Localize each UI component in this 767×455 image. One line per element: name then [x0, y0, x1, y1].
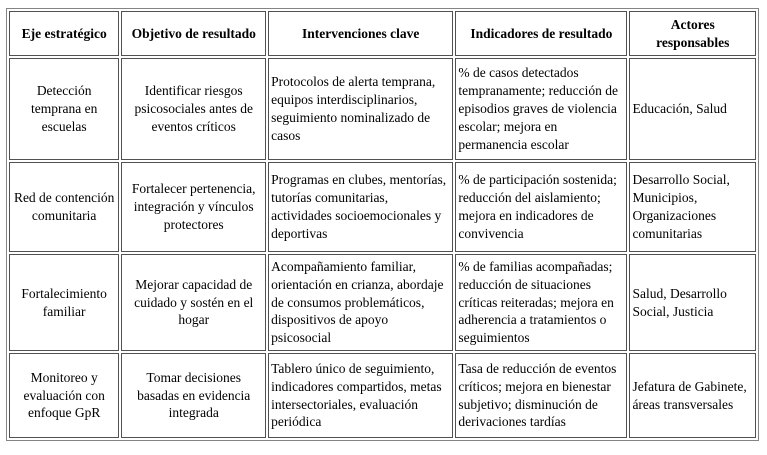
- header-row: [9, 11, 756, 56]
- table-cell: Acompañamiento familiar, orientación en crianza, abordaje de consumos problemáticos, dispositivos de apoyo psicosocial: [268, 254, 453, 351]
- table-cell: Mejorar capacidad de cuidado y sostén en el hogar: [121, 254, 266, 351]
- table-row: [9, 254, 756, 351]
- table-cell: Educación, Salud: [629, 58, 756, 160]
- table-cell: Tablero único de seguimiento, indicadores compartidos, metas intersectoriales, evaluación periódica: [268, 353, 453, 438]
- table-row: [9, 162, 756, 252]
- header-cell-eje-estrategico: Eje estratégico: [9, 11, 119, 56]
- table-row: [9, 353, 756, 438]
- table-cell: % de casos detectados tempranamente; reducción de episodios graves de violencia escolar; mejora en permanencia escolar: [455, 58, 627, 160]
- table-row: [9, 58, 756, 160]
- table-cell: Fortalecimiento familiar: [9, 254, 119, 351]
- table-cell: Jefatura de Gabinete, áreas transversales: [629, 353, 756, 438]
- table-cell: Salud, Desarrollo Social, Justicia: [629, 254, 756, 351]
- table-cell: Detección temprana en escuelas: [9, 58, 119, 160]
- table-cell: Programas en clubes, mentorías, tutorías comunitarias, actividades socioemocionales y deportivas: [268, 162, 453, 252]
- table-cell: Desarrollo Social, Municipios, Organizaciones comunitarias: [629, 162, 756, 252]
- header-cell-intervenciones-clave: Intervenciones clave: [268, 11, 453, 56]
- table-cell: Monitoreo y evaluación con enfoque GpR: [9, 353, 119, 438]
- table-cell: Tomar decisiones basadas en evidencia integrada: [121, 353, 266, 438]
- header-cell-actores-responsables: Actores responsables: [629, 11, 756, 56]
- header-cell-objetivo-de-resultado: Objetivo de resultado: [121, 11, 266, 56]
- table-cell: Identificar riesgos psicosociales antes de eventos críticos: [121, 58, 266, 160]
- table-cell: Red de contención comunitaria: [9, 162, 119, 252]
- table-cell: % de familias acompañadas; reducción de situaciones críticas reiteradas; mejora en adherencia a tratamientos o seguimientos: [455, 254, 627, 351]
- header-cell-indicadores-de-resultado: Indicadores de resultado: [455, 11, 627, 56]
- table-cell: Fortalecer pertenencia, integración y vínculos protectores: [121, 162, 266, 252]
- table-cell: Tasa de reducción de eventos críticos; mejora en bienestar subjetivo; disminución de derivaciones tardías: [455, 353, 627, 438]
- results-matrix-table: [6, 8, 759, 441]
- table-cell: Protocolos de alerta temprana, equipos interdisciplinarios, seguimiento nominalizado de casos: [268, 58, 453, 160]
- table-cell: % de participación sostenida; reducción del aislamiento; mejora en indicadores de convivencia: [455, 162, 627, 252]
